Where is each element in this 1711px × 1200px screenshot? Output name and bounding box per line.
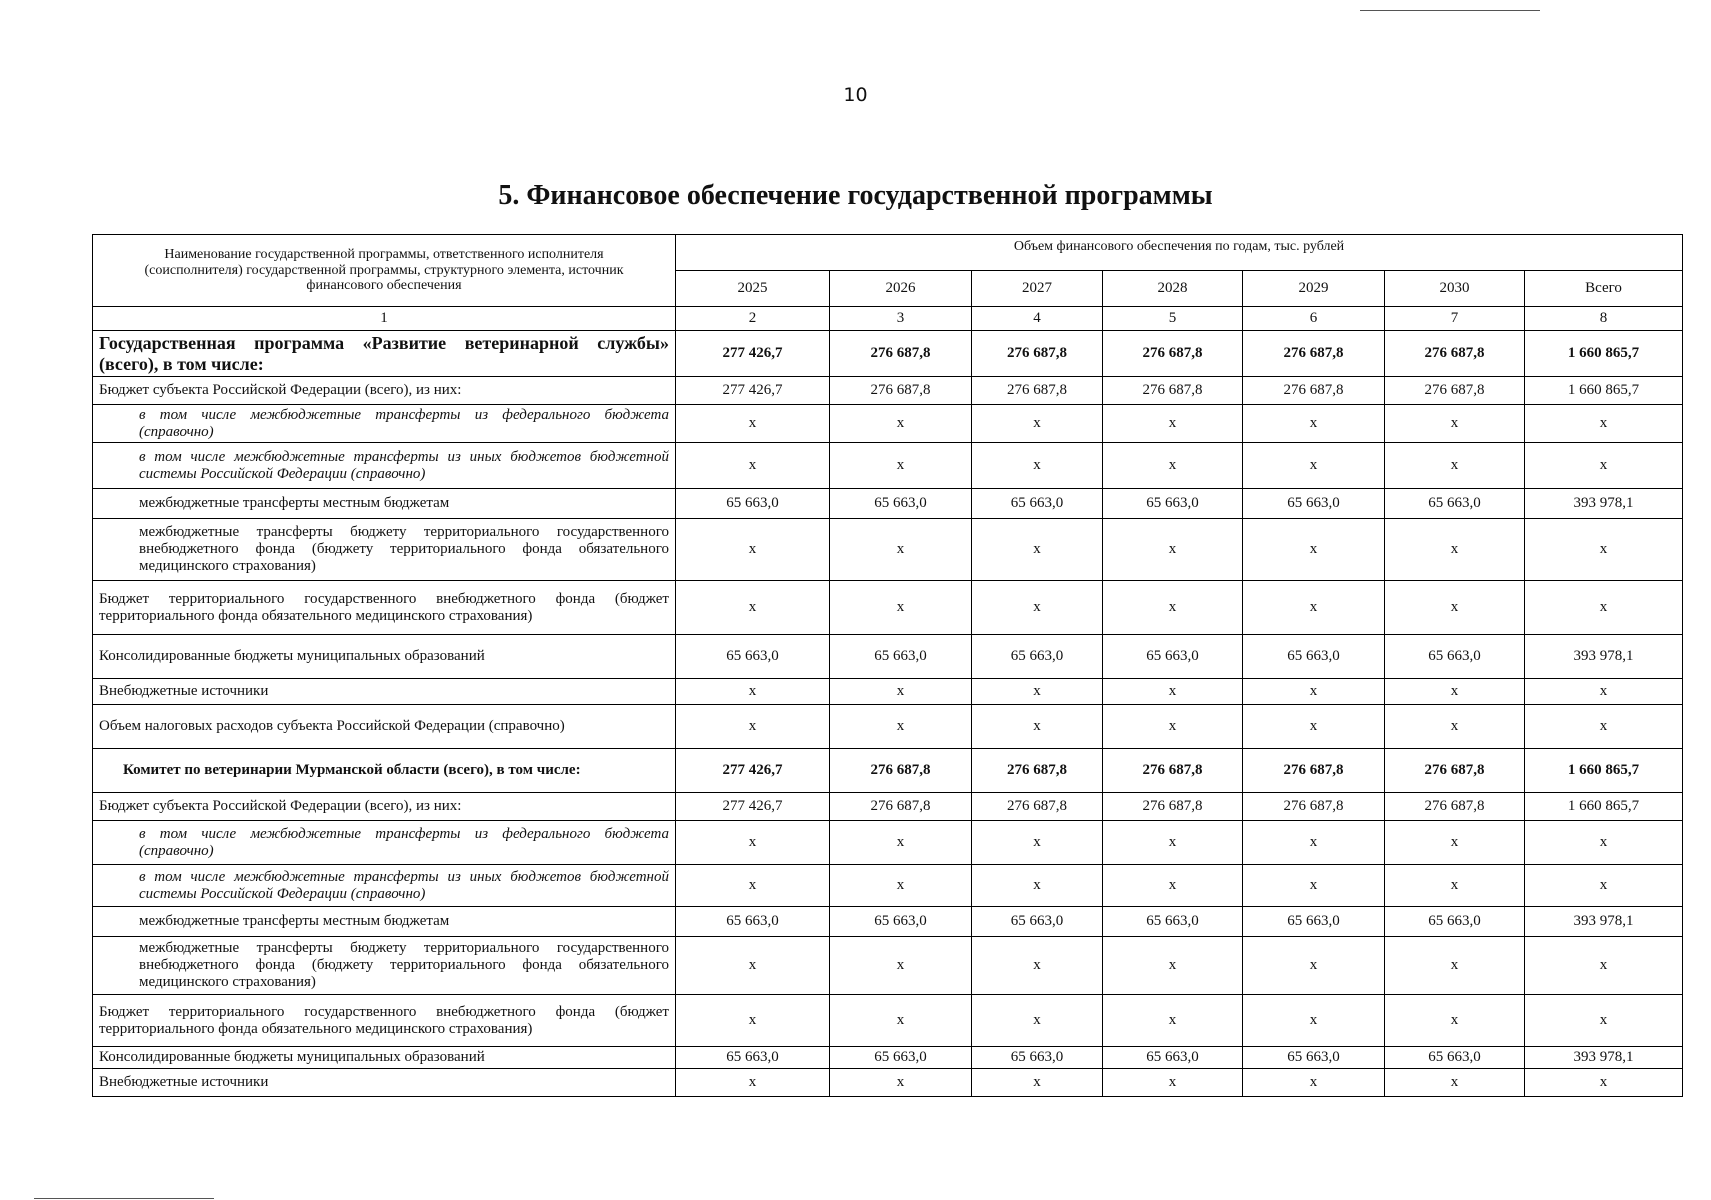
- header-year: 2026: [830, 271, 972, 307]
- row-value: x: [676, 1069, 830, 1097]
- row-value: x: [676, 519, 830, 581]
- row-value: x: [1243, 705, 1385, 749]
- table-row: [93, 937, 1683, 995]
- table-row: [93, 705, 1683, 749]
- row-total: x: [1525, 679, 1683, 705]
- table-row: [93, 581, 1683, 635]
- row-value: 276 687,8: [830, 331, 972, 377]
- row-value: x: [1385, 865, 1525, 907]
- table-row: [93, 377, 1683, 405]
- row-value: 65 663,0: [830, 1047, 972, 1069]
- table-row: [93, 331, 1683, 377]
- row-value: 65 663,0: [676, 907, 830, 937]
- table-row: [93, 405, 1683, 443]
- row-total: x: [1525, 937, 1683, 995]
- row-total: 393 978,1: [1525, 907, 1683, 937]
- row-value: x: [972, 995, 1103, 1047]
- row-label: межбюджетные трансферты местным бюджетам: [93, 907, 676, 937]
- page-number: 10: [843, 84, 868, 106]
- row-value: 276 687,8: [830, 793, 972, 821]
- column-number: 4: [972, 307, 1103, 331]
- row-value: x: [1103, 679, 1243, 705]
- row-value: x: [676, 937, 830, 995]
- table-row: [93, 821, 1683, 865]
- row-value: x: [972, 443, 1103, 489]
- row-value: x: [1243, 865, 1385, 907]
- table-row: [93, 489, 1683, 519]
- row-value: x: [1243, 405, 1385, 443]
- row-total: 1 660 865,7: [1525, 793, 1683, 821]
- header-year: 2025: [676, 271, 830, 307]
- row-label: межбюджетные трансферты бюджету территориального государственного внебюджетного фонда (бюджету территориального фонда обязательного медицинского страхования): [93, 937, 676, 995]
- row-value: x: [830, 581, 972, 635]
- row-value: 276 687,8: [972, 749, 1103, 793]
- row-value: 65 663,0: [1103, 489, 1243, 519]
- row-value: x: [972, 1069, 1103, 1097]
- row-value: x: [1243, 821, 1385, 865]
- row-total: x: [1525, 1069, 1683, 1097]
- row-value: x: [676, 443, 830, 489]
- row-value: 276 687,8: [1103, 749, 1243, 793]
- row-value: x: [1385, 937, 1525, 995]
- row-total: x: [1525, 821, 1683, 865]
- row-value: x: [1385, 995, 1525, 1047]
- row-value: 276 687,8: [1385, 793, 1525, 821]
- row-value: x: [830, 519, 972, 581]
- table-row: [93, 793, 1683, 821]
- row-value: 65 663,0: [830, 907, 972, 937]
- row-total: x: [1525, 519, 1683, 581]
- table-row: [93, 995, 1683, 1047]
- column-number: 1: [93, 307, 676, 331]
- row-label: в том числе межбюджетные трансферты из иных бюджетов бюджетной системы Российской Федерации (справочно): [93, 443, 676, 489]
- row-value: x: [972, 821, 1103, 865]
- row-total: 1 660 865,7: [1525, 749, 1683, 793]
- row-value: 276 687,8: [1103, 331, 1243, 377]
- header-year: 2027: [972, 271, 1103, 307]
- row-total: x: [1525, 581, 1683, 635]
- row-value: x: [1385, 581, 1525, 635]
- row-value: 276 687,8: [972, 331, 1103, 377]
- row-value: x: [830, 1069, 972, 1097]
- row-value: x: [1243, 937, 1385, 995]
- row-value: 276 687,8: [1243, 331, 1385, 377]
- table-row: [93, 1047, 1683, 1069]
- row-value: x: [1103, 937, 1243, 995]
- row-label: межбюджетные трансферты местным бюджетам: [93, 489, 676, 519]
- row-value: x: [1103, 405, 1243, 443]
- row-label: в том числе межбюджетные трансферты из федерального бюджета (справочно): [93, 821, 676, 865]
- row-value: x: [1385, 705, 1525, 749]
- row-total: 393 978,1: [1525, 489, 1683, 519]
- row-value: 65 663,0: [1385, 489, 1525, 519]
- row-value: 65 663,0: [972, 1047, 1103, 1069]
- row-value: x: [1243, 581, 1385, 635]
- row-value: 277 426,7: [676, 749, 830, 793]
- row-value: 277 426,7: [676, 793, 830, 821]
- row-label: Внебюджетные источники: [93, 1069, 676, 1097]
- row-label: Бюджет территориального государственного внебюджетного фонда (бюджет территориального фонда обязательного медицинского страхования): [93, 581, 676, 635]
- scan-artifact-line: [34, 1198, 214, 1199]
- row-value: 276 687,8: [1243, 793, 1385, 821]
- header-year: 2028: [1103, 271, 1243, 307]
- header-year: 2030: [1385, 271, 1525, 307]
- row-value: 276 687,8: [1103, 793, 1243, 821]
- row-value: 65 663,0: [972, 635, 1103, 679]
- row-total: 1 660 865,7: [1525, 377, 1683, 405]
- row-value: x: [1243, 519, 1385, 581]
- financing-table: [92, 234, 1683, 1097]
- row-label: Объем налоговых расходов субъекта Российской Федерации (справочно): [93, 705, 676, 749]
- column-number: 6: [1243, 307, 1385, 331]
- row-value: 65 663,0: [1243, 489, 1385, 519]
- table-row: [93, 443, 1683, 489]
- row-value: x: [1385, 443, 1525, 489]
- row-value: x: [1385, 821, 1525, 865]
- row-value: x: [1103, 865, 1243, 907]
- column-number: 5: [1103, 307, 1243, 331]
- row-value: 65 663,0: [972, 907, 1103, 937]
- row-value: x: [1103, 821, 1243, 865]
- row-value: 277 426,7: [676, 377, 830, 405]
- row-value: x: [830, 679, 972, 705]
- row-value: x: [1103, 581, 1243, 635]
- row-value: x: [1103, 443, 1243, 489]
- section-title: 5. Финансовое обеспечение государственной программы: [498, 180, 1213, 211]
- row-total: x: [1525, 995, 1683, 1047]
- row-label: Внебюджетные источники: [93, 679, 676, 705]
- row-total: 393 978,1: [1525, 635, 1683, 679]
- header-year: 2029: [1243, 271, 1385, 307]
- row-value: x: [1243, 1069, 1385, 1097]
- row-value: 65 663,0: [1243, 907, 1385, 937]
- row-total: x: [1525, 705, 1683, 749]
- column-number: 7: [1385, 307, 1525, 331]
- row-label: Бюджет субъекта Российской Федерации (всего), из них:: [93, 793, 676, 821]
- row-value: x: [830, 865, 972, 907]
- row-value: x: [1385, 519, 1525, 581]
- row-value: 65 663,0: [1385, 635, 1525, 679]
- row-value: 65 663,0: [1243, 1047, 1385, 1069]
- row-value: x: [1103, 519, 1243, 581]
- row-label: в том числе межбюджетные трансферты из иных бюджетов бюджетной системы Российской Федерации (справочно): [93, 865, 676, 907]
- row-value: 65 663,0: [676, 635, 830, 679]
- row-value: x: [972, 937, 1103, 995]
- row-value: x: [1385, 679, 1525, 705]
- row-value: 65 663,0: [1385, 1047, 1525, 1069]
- row-value: 65 663,0: [676, 489, 830, 519]
- table-row: [93, 865, 1683, 907]
- row-value: x: [1243, 995, 1385, 1047]
- column-number-row: [93, 307, 1683, 331]
- row-label: Бюджет территориального государственного внебюджетного фонда (бюджет территориального фонда обязательного медицинского страхования): [93, 995, 676, 1047]
- row-total: x: [1525, 443, 1683, 489]
- row-total: x: [1525, 405, 1683, 443]
- row-label: Бюджет субъекта Российской Федерации (всего), из них:: [93, 377, 676, 405]
- table-row: [93, 749, 1683, 793]
- row-value: x: [830, 937, 972, 995]
- scan-artifact-line: [1360, 10, 1540, 11]
- row-value: 65 663,0: [1385, 907, 1525, 937]
- row-value: 65 663,0: [1103, 907, 1243, 937]
- header-row: [93, 235, 1683, 271]
- row-value: 276 687,8: [830, 377, 972, 405]
- row-value: 276 687,8: [830, 749, 972, 793]
- row-total: 1 660 865,7: [1525, 331, 1683, 377]
- row-value: x: [972, 405, 1103, 443]
- row-value: x: [830, 405, 972, 443]
- row-value: 276 687,8: [1243, 377, 1385, 405]
- row-value: x: [676, 405, 830, 443]
- row-value: 276 687,8: [972, 377, 1103, 405]
- row-total: 393 978,1: [1525, 1047, 1683, 1069]
- row-total: x: [1525, 865, 1683, 907]
- row-value: 65 663,0: [830, 635, 972, 679]
- row-value: x: [676, 995, 830, 1047]
- row-value: x: [1103, 705, 1243, 749]
- row-value: 65 663,0: [1243, 635, 1385, 679]
- table-row: [93, 635, 1683, 679]
- column-number: 2: [676, 307, 830, 331]
- row-value: x: [972, 705, 1103, 749]
- header-total: Всего: [1525, 271, 1683, 307]
- row-value: 276 687,8: [1385, 749, 1525, 793]
- row-value: x: [676, 581, 830, 635]
- row-value: 65 663,0: [972, 489, 1103, 519]
- row-value: x: [972, 865, 1103, 907]
- header-name-column: Наименование государственной программы, ответственного исполнителя (соисполнителя) государственной программы, структурного элемента, источник финансового обеспечения: [93, 235, 676, 307]
- row-value: x: [1385, 405, 1525, 443]
- row-value: x: [830, 443, 972, 489]
- row-value: 65 663,0: [1103, 1047, 1243, 1069]
- row-value: 276 687,8: [972, 793, 1103, 821]
- row-value: 65 663,0: [676, 1047, 830, 1069]
- row-label: Государственная программа «Развитие ветеринарной службы» (всего), в том числе:: [93, 331, 676, 377]
- row-value: x: [676, 679, 830, 705]
- column-number: 8: [1525, 307, 1683, 331]
- row-value: 276 687,8: [1103, 377, 1243, 405]
- row-value: 65 663,0: [1103, 635, 1243, 679]
- row-value: x: [1243, 679, 1385, 705]
- row-value: 276 687,8: [1385, 331, 1525, 377]
- table-row: [93, 1069, 1683, 1097]
- row-value: 65 663,0: [830, 489, 972, 519]
- table-row: [93, 519, 1683, 581]
- row-value: 277 426,7: [676, 331, 830, 377]
- row-value: x: [676, 865, 830, 907]
- row-value: x: [830, 705, 972, 749]
- row-label: в том числе межбюджетные трансферты из федерального бюджета (справочно): [93, 405, 676, 443]
- row-value: x: [972, 581, 1103, 635]
- row-value: x: [972, 679, 1103, 705]
- row-value: x: [676, 705, 830, 749]
- row-value: x: [1243, 443, 1385, 489]
- table-row: [93, 679, 1683, 705]
- row-label: межбюджетные трансферты бюджету территориального государственного внебюджетного фонда (бюджету территориального фонда обязательного медицинского страхования): [93, 519, 676, 581]
- row-value: x: [676, 821, 830, 865]
- row-value: x: [1103, 995, 1243, 1047]
- row-label: Консолидированные бюджеты муниципальных образований: [93, 1047, 676, 1069]
- row-label: Консолидированные бюджеты муниципальных образований: [93, 635, 676, 679]
- row-value: x: [1385, 1069, 1525, 1097]
- row-value: x: [1103, 1069, 1243, 1097]
- table-row: [93, 907, 1683, 937]
- row-value: 276 687,8: [1243, 749, 1385, 793]
- row-value: x: [830, 995, 972, 1047]
- row-value: 276 687,8: [1385, 377, 1525, 405]
- row-label: Комитет по ветеринарии Мурманской области (всего), в том числе:: [93, 749, 676, 793]
- header-volume-column: Объем финансового обеспечения по годам, тыс. рублей: [676, 235, 1683, 271]
- row-value: x: [972, 519, 1103, 581]
- column-number: 3: [830, 307, 972, 331]
- row-value: x: [830, 821, 972, 865]
